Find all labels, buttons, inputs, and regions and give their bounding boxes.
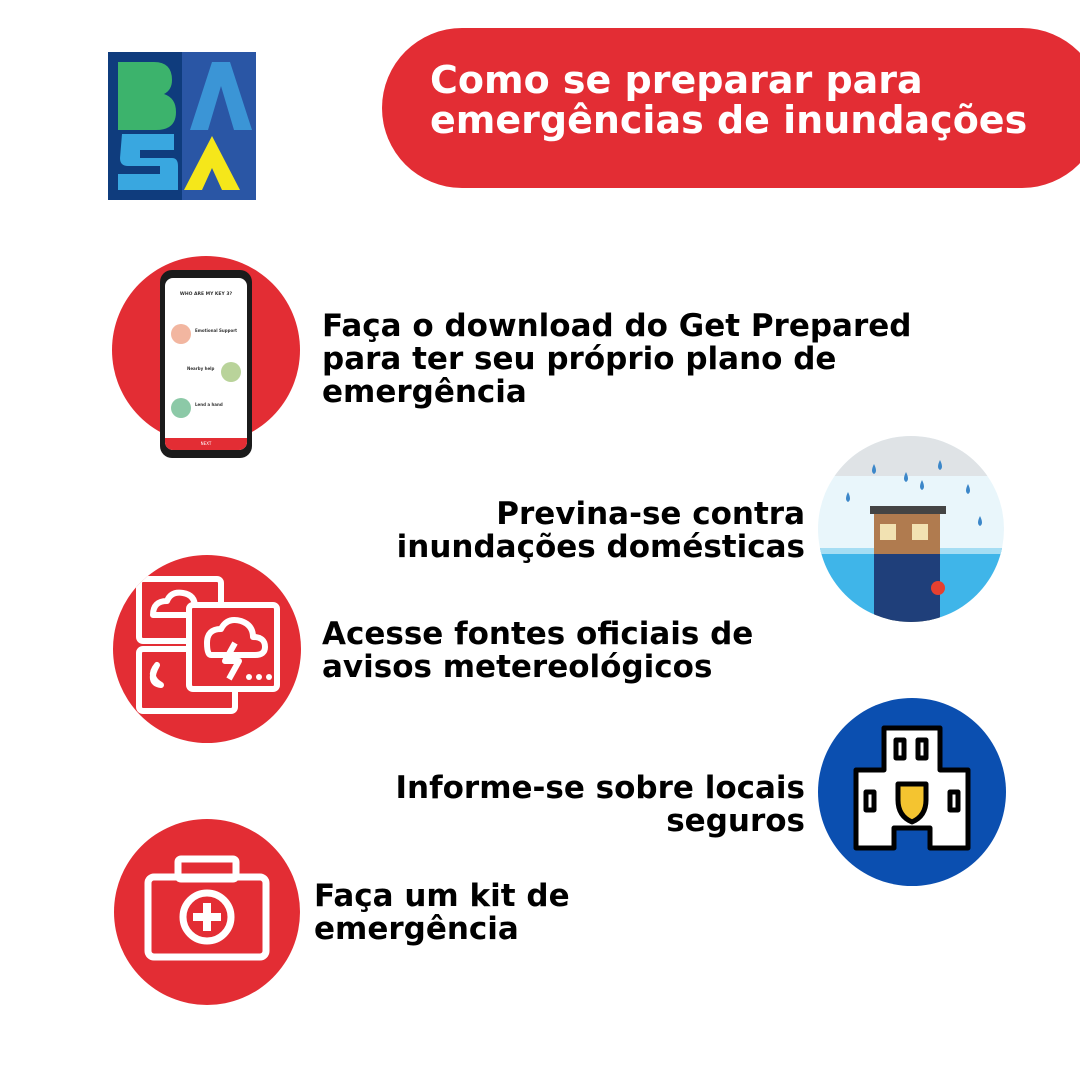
step-1-line-3: emergência <box>322 374 527 410</box>
step-2-line-1: Previna-se contra <box>496 496 805 532</box>
step-3-line-2: avisos metereológicos <box>322 649 713 685</box>
phone-next-button[interactable]: NEXT <box>165 438 247 450</box>
step-5-line-1: Faça um kit de <box>314 878 570 914</box>
flooded-house-icon <box>818 436 1004 622</box>
weather-alerts-icon <box>113 555 301 743</box>
basa-logo <box>108 52 256 200</box>
avatar-emotional <box>171 324 191 344</box>
phone-item-3: Lend a hand <box>195 402 223 407</box>
step-4-line-2: seguros <box>666 803 805 839</box>
step-1-line-2: para ter seu próprio plano de <box>322 341 837 377</box>
step-3-line-1: Acesse fontes oficiais de <box>322 616 754 652</box>
phone-screen <box>165 278 247 450</box>
step-safe-places <box>300 772 805 838</box>
page-title <box>430 60 1070 140</box>
step-1-line-1: Faça o download do Get Prepared <box>322 308 912 344</box>
phone-item-1: Emotional Support <box>195 328 238 333</box>
step-download-app <box>322 310 962 409</box>
first-aid-kit-icon <box>114 819 300 1005</box>
phone-item-2: Nearby help <box>187 366 215 371</box>
step-prevent-flood <box>300 498 805 564</box>
safe-building-icon <box>818 698 1006 886</box>
step-4-line-1: Informe-se sobre locais <box>395 770 805 806</box>
step-emergency-kit <box>314 880 714 946</box>
phone-screen-heading: WHO ARE MY KEY 3? <box>179 292 233 297</box>
avatar-lend <box>171 398 191 418</box>
title-line-2: emergências de inundações <box>430 98 1028 142</box>
title-line-1: Como se preparar para <box>430 58 923 102</box>
avatar-nearby <box>221 362 241 382</box>
step-weather-sources <box>322 618 842 684</box>
phone-mockup <box>160 270 252 458</box>
step-5-line-2: emergência <box>314 911 519 947</box>
step-2-line-2: inundações domésticas <box>396 529 805 565</box>
